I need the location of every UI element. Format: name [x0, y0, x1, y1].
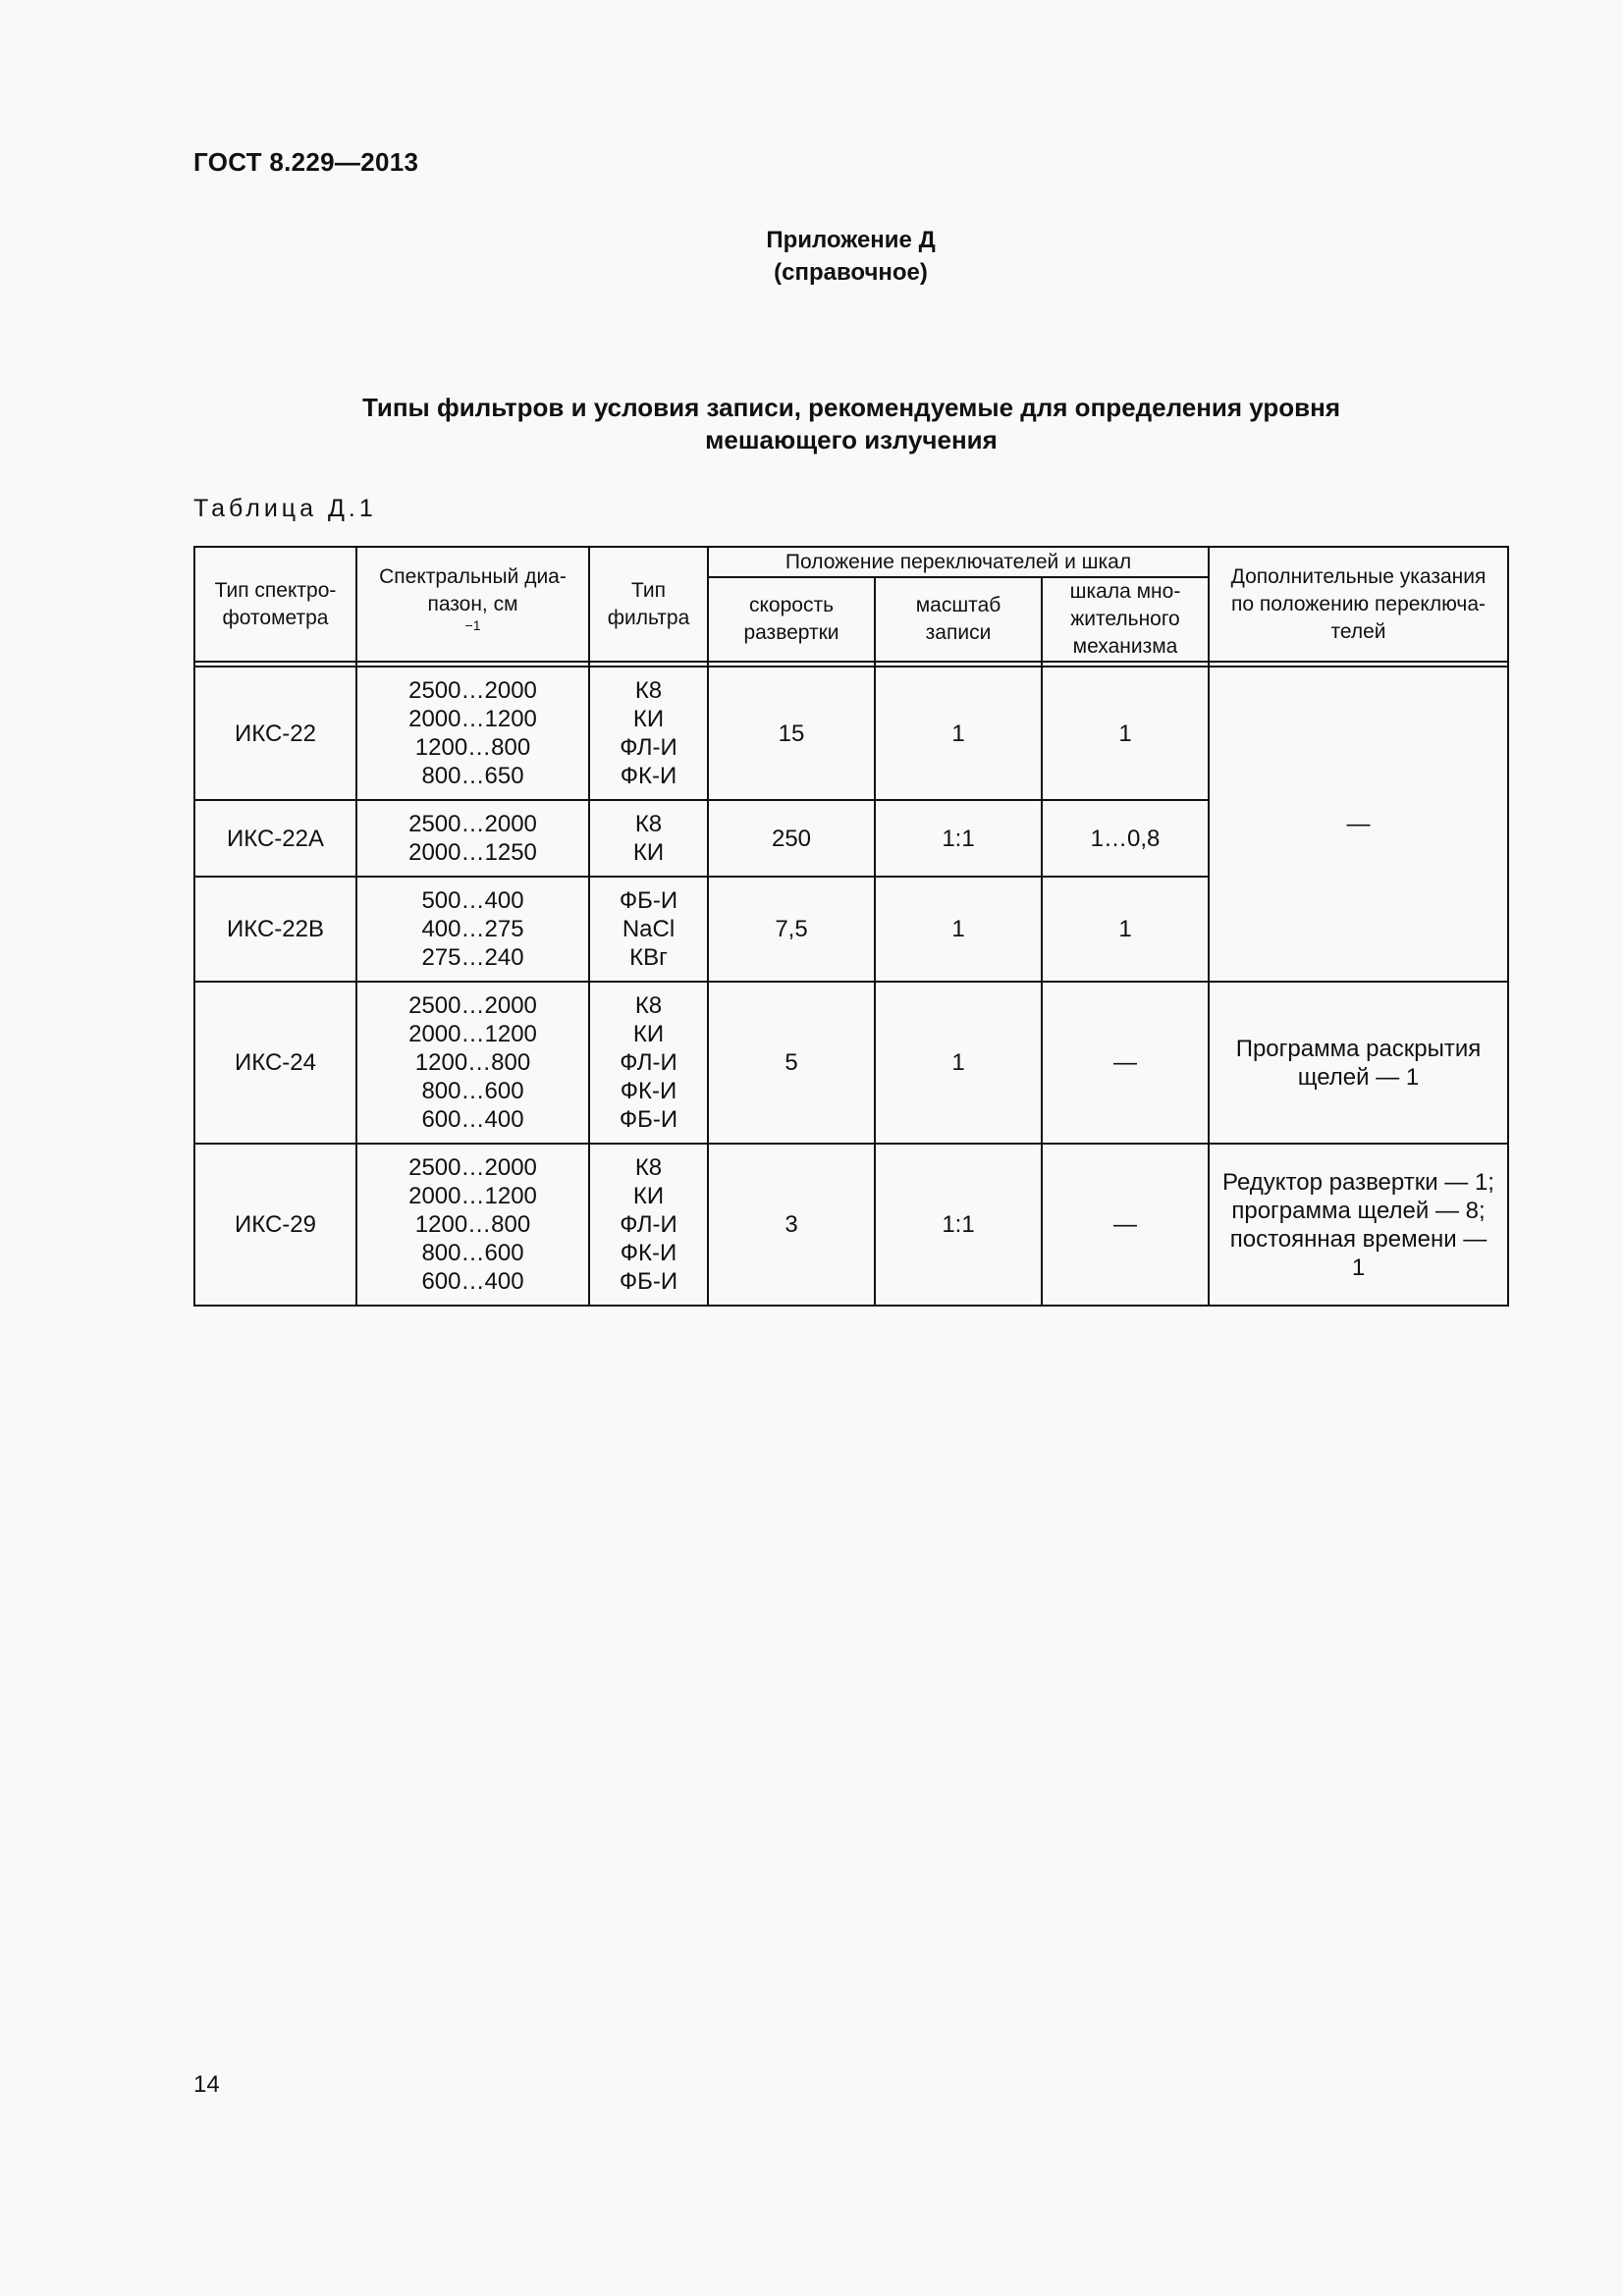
section-title-line: мешающего излучения: [705, 425, 998, 454]
cell-speed: 15: [708, 667, 875, 800]
section-title: [193, 392, 1509, 456]
table-row: [194, 982, 1508, 1144]
header-spectral-range: Спектральный диа- пазон, см $^{-1}$: [356, 547, 589, 662]
cell-speed: 5: [708, 982, 875, 1144]
cell-multiplier: 1: [1042, 877, 1209, 982]
cell-filters: К8 КИ: [589, 800, 708, 877]
table-row: [194, 667, 1508, 800]
page-number: 14: [193, 2071, 220, 2098]
cell-scale: 1:1: [875, 1144, 1042, 1306]
cell-ranges: 2500…2000 2000…1250: [356, 800, 589, 877]
header-recording-scale: масштаб записи: [875, 577, 1042, 662]
header-scan-speed: скорость развертки: [708, 577, 875, 662]
appendix-heading: [0, 224, 1623, 289]
section-title-line: Типы фильтров и условия записи, рекомендуемые для определения уровня: [361, 393, 1341, 422]
cell-type: ИКС-22А: [194, 800, 356, 877]
cell-scale: 1: [875, 982, 1042, 1144]
cell-type: ИКС-22: [194, 667, 356, 800]
cell-type: ИКС-24: [194, 982, 356, 1144]
cell-filters: К8 КИ ФЛ-И ФК-И: [589, 667, 708, 800]
table-row: [194, 1144, 1508, 1306]
header-multiplier-scale: шкала мно- жительного механизма: [1042, 577, 1209, 662]
cell-scale: 1: [875, 877, 1042, 982]
header-switch-positions: Положение переключателей и шкал: [708, 547, 1209, 577]
cell-ranges: 2500…2000 2000…1200 1200…800 800…600 600…400: [356, 982, 589, 1144]
cell-notes: Редуктор развертки — 1; программа щелей — 8; постоянная времени — 1: [1209, 1144, 1508, 1306]
cell-speed: 7,5: [708, 877, 875, 982]
cell-speed: 250: [708, 800, 875, 877]
header-spectrophotometer-type: Тип спектро- фотометра: [194, 547, 356, 662]
appendix-subtitle: (справочное): [774, 259, 928, 286]
appendix-title: Приложение Д: [766, 227, 936, 253]
cell-multiplier: —: [1042, 1144, 1209, 1306]
cell-multiplier: 1…0,8: [1042, 800, 1209, 877]
header-additional-notes: Дополнительные указания по положению переключа- телей: [1209, 547, 1508, 662]
cell-speed: 3: [708, 1144, 875, 1306]
header-filter-type: Тип фильтра: [589, 547, 708, 662]
cell-multiplier: —: [1042, 982, 1209, 1144]
cell-scale: 1: [875, 667, 1042, 800]
cell-ranges: 2500…2000 2000…1200 1200…800 800…650: [356, 667, 589, 800]
cell-notes: Программа раскрытия щелей — 1: [1209, 982, 1508, 1144]
cell-filters: К8 КИ ФЛ-И ФК-И ФБ-И: [589, 982, 708, 1144]
cell-scale: 1:1: [875, 800, 1042, 877]
cell-type: ИКС-29: [194, 1144, 356, 1306]
cell-ranges: 2500…2000 2000…1200 1200…800 800…600 600…400: [356, 1144, 589, 1306]
cell-multiplier: 1: [1042, 667, 1209, 800]
document-code: ГОСТ 8.229—2013: [193, 147, 419, 177]
cell-notes: —: [1209, 667, 1508, 982]
filters-table: [193, 546, 1509, 1307]
table-caption: Таблица Д.1: [193, 495, 377, 522]
cell-ranges: 500…400 400…275 275…240: [356, 877, 589, 982]
cell-type: ИКС-22В: [194, 877, 356, 982]
cell-filters: К8 КИ ФЛ-И ФК-И ФБ-И: [589, 1144, 708, 1306]
cell-filters: ФБ-И NaCl КВг: [589, 877, 708, 982]
